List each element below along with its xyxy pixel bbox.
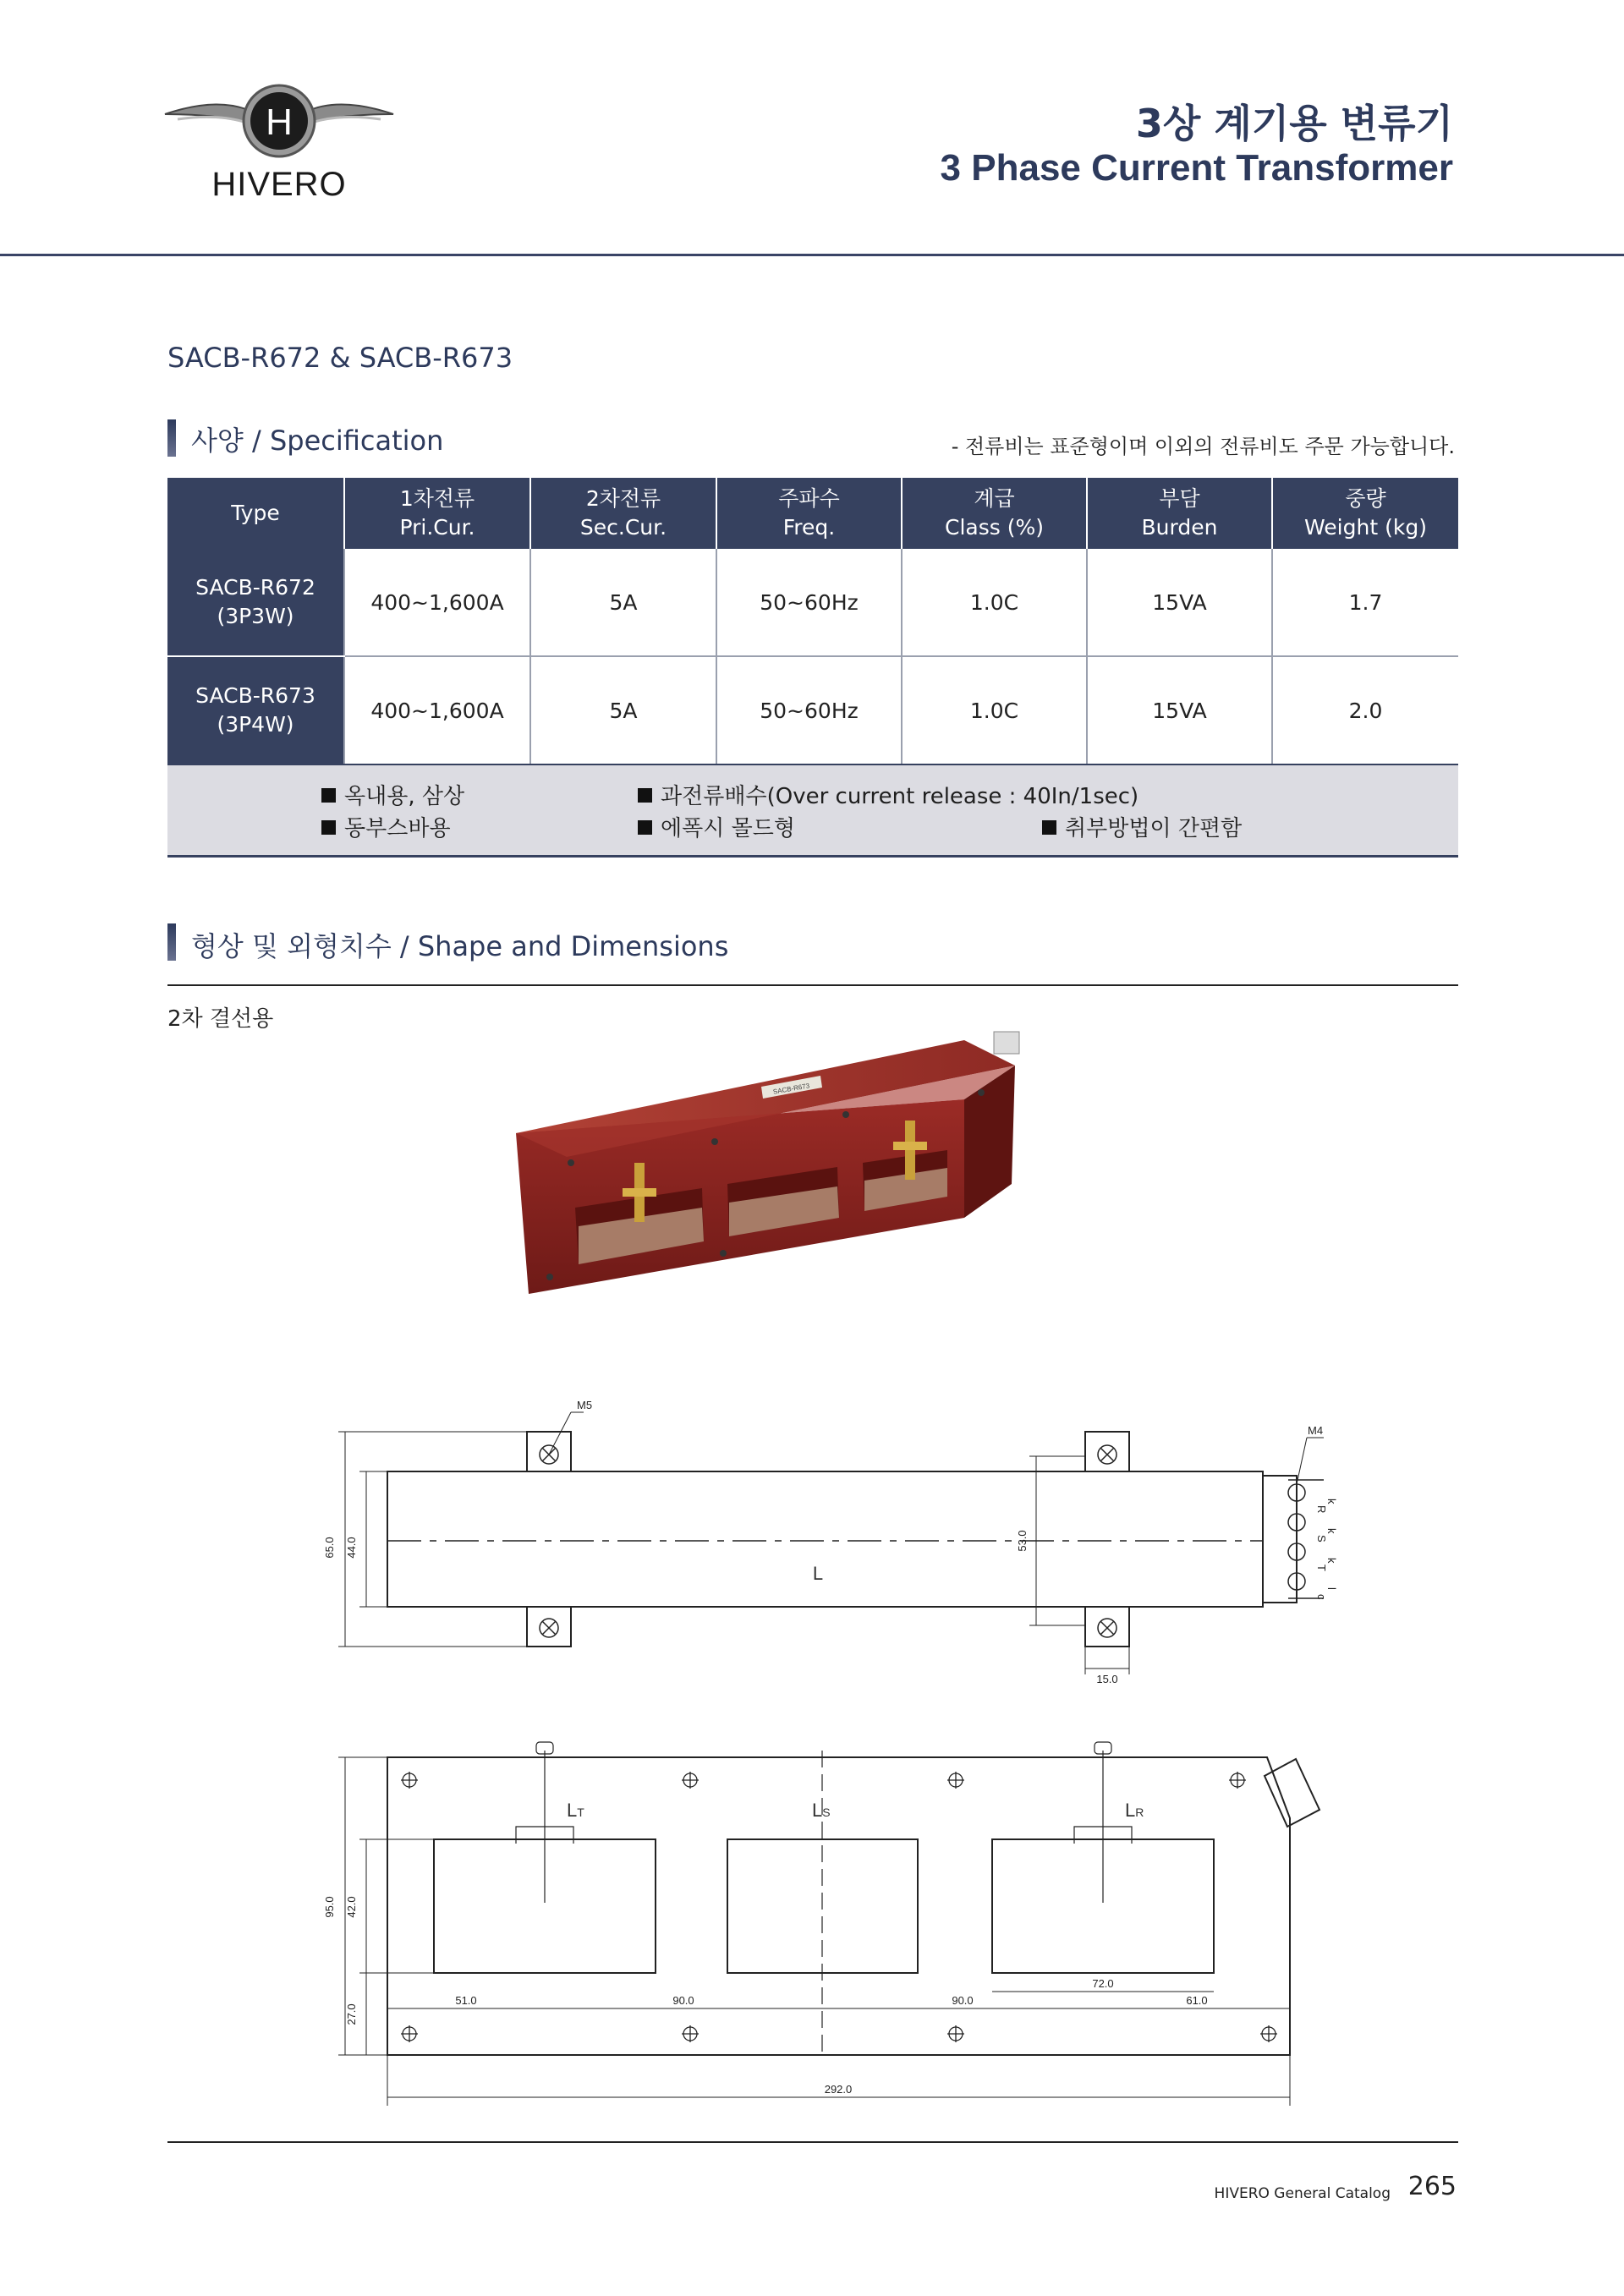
dim-90: 90.0 [672, 1994, 694, 2007]
col-header-sec: 2차전류 Sec.Cur. [530, 478, 716, 549]
dim-42: 42.0 [345, 1896, 358, 1918]
bullet-square-icon [321, 820, 336, 835]
terminal-sub: T [1315, 1564, 1328, 1571]
lr-marker: LR [1125, 1800, 1144, 1821]
terminal-sub: S [1315, 1535, 1328, 1543]
sec-cell: 5A [530, 549, 716, 656]
bullet-square-icon [321, 788, 336, 803]
feature-item: 옥내용, 삼상 [321, 779, 464, 810]
table-row [167, 549, 1458, 656]
burden-cell: 15VA [1087, 549, 1272, 656]
spec-note: - 전류비는 표준형이며 이외의 전류비도 주문 가능합니다. [951, 435, 1455, 458]
dim-95: 95.0 [323, 1896, 336, 1918]
weight-cell: 1.7 [1272, 549, 1458, 656]
dim-51: 51.0 [455, 1994, 477, 2007]
dim-27: 27.0 [345, 2003, 358, 2025]
dim-m4: M4 [1308, 1424, 1324, 1437]
class-cell: 1.0C [902, 549, 1087, 656]
table-row [167, 656, 1458, 765]
feature-item: 취부방법이 간편함 [1042, 811, 1242, 842]
dim-65: 65.0 [323, 1537, 336, 1559]
col-header-pri: 1차전류 Pri.Cur. [344, 478, 530, 549]
terminal-k: k [1325, 1499, 1338, 1504]
dim-72: 72.0 [1092, 1977, 1114, 1990]
section-marker [167, 923, 176, 961]
dim-90: 90.0 [952, 1994, 974, 2007]
bullet-square-icon [638, 820, 652, 835]
page-title-korean: 3상 계기용 변류기 [1135, 101, 1453, 146]
freq-cell: 50~60Hz [716, 656, 902, 765]
feature-list [167, 765, 1458, 858]
pri-cell: 400~1,600A [344, 656, 530, 765]
bullet-square-icon [638, 788, 652, 803]
brand-name: HIVERO [211, 166, 347, 203]
type-cell: SACB-R673 (3P4W) [167, 656, 344, 765]
l-marker: L [812, 1563, 824, 1584]
dimension-drawing [313, 1387, 1336, 2114]
col-header-class: 계급 Class (%) [902, 478, 1087, 549]
type-cell: SACB-R672 (3P3W) [167, 549, 344, 656]
spec-heading: 사양 / Specification [191, 425, 444, 457]
ls-marker: LS [812, 1800, 831, 1821]
logo-letter: H [266, 101, 293, 143]
freq-cell: 50~60Hz [716, 549, 902, 656]
dim-m5: M5 [577, 1399, 593, 1411]
section-marker [167, 419, 176, 457]
terminal-sub: c [1315, 1594, 1328, 1600]
table-header-row [167, 478, 1458, 549]
dim-44: 44.0 [345, 1537, 358, 1559]
connection-label: 2차 결선용 [167, 1006, 274, 1032]
footer-divider [167, 2141, 1458, 2143]
dim-61: 61.0 [1186, 1994, 1208, 2007]
feature-item: 동부스바용 [321, 811, 451, 842]
dim-292: 292.0 [824, 2083, 853, 2096]
dim-53: 53.0 [1016, 1530, 1029, 1552]
col-header-freq: 주파수 Freq. [716, 478, 902, 549]
terminal-k: k [1325, 1528, 1338, 1534]
dim-15: 15.0 [1096, 1673, 1118, 1685]
page-title-english: 3 Phase Current Transformer [940, 147, 1453, 189]
weight-cell: 2.0 [1272, 656, 1458, 765]
col-header-weight: 중량 Weight (kg) [1272, 478, 1458, 549]
sec-cell: 5A [530, 656, 716, 765]
footer-catalog: HIVERO General Catalog [1214, 2185, 1391, 2202]
class-cell: 1.0C [902, 656, 1087, 765]
product-label-text: SACB-R673 [772, 1082, 810, 1096]
col-header-burden: 부담 Burden [1087, 478, 1272, 549]
spec-table [167, 478, 1458, 766]
feature-item: 과전류배수(Over current release : 40In/1sec) [638, 779, 1138, 810]
terminal-k: k [1325, 1558, 1338, 1564]
shape-heading: 형상 및 외형치수 / Shape and Dimensions [191, 930, 729, 962]
page-number: 265 [1407, 2172, 1457, 2201]
bullet-square-icon [1042, 820, 1056, 835]
product-photo [508, 1015, 1032, 1345]
terminal-sub: R [1315, 1505, 1328, 1514]
burden-cell: 15VA [1087, 656, 1272, 765]
model-title: SACB-R672 & SACB-R673 [167, 342, 513, 374]
section-divider [167, 984, 1458, 986]
col-header-type: Type [167, 478, 344, 549]
header-divider [0, 254, 1624, 256]
pri-cell: 400~1,600A [344, 549, 530, 656]
terminal-l: l [1325, 1587, 1338, 1590]
feature-item: 에폭시 몰드형 [638, 811, 795, 842]
lt-marker: LT [567, 1800, 584, 1821]
